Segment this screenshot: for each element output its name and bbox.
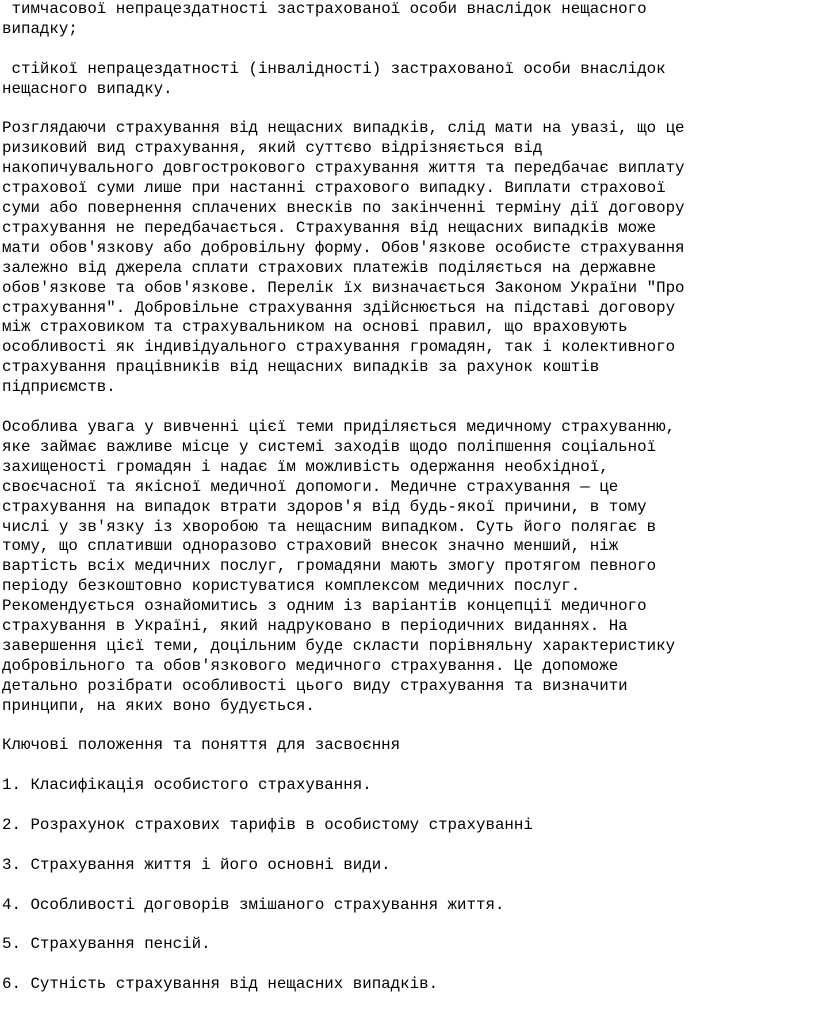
- list-item: 5. Страхування пенсій.: [2, 935, 211, 954]
- spacer: [2, 876, 812, 896]
- spacer: [2, 916, 812, 936]
- list-item: 3. Страхування життя і його основні види.: [2, 855, 391, 874]
- spacer: [2, 100, 812, 120]
- spacer: [2, 955, 812, 975]
- spacer: [2, 398, 812, 418]
- paragraph-medical-insurance: Особлива увага у вивченні цієї теми приділяється медичному страхуванню, яке займає важливе місце у системі заходів щодо поліпшення соціальної захищеності громадян і надає їм можливість одержання необхідної, своєчасної та якісної медичної допомоги. Медичне страхування — це страхування на випадок втрати здоров'я від будь-якої причини, в тому числі у зв'язку із хворобою та нещасним випадком. Суть його полягає в тому, що сплативши одноразово страховий внесок значно менший, ніж вартість всіх медичних послуг, громадяни мають змогу протягом певного періоду безкоштовно користуватися комплексом медичних послуг. Рекомендується ознайомитись з одним із варіантів концепції медичного страхування в Україні, який надруковано в періодичних виданнях. На завершення цієї теми, доцільним буде скласти порівняльну характеристику добровільного та обов'язкового медичного страхування. Це допоможе детально розібрати особливості цього виду страхування та визначити принципи, на яких воно будується.: [2, 417, 676, 715]
- spacer: [2, 40, 812, 60]
- spacer: [2, 756, 812, 776]
- intro-item-temporary-disability: тимчасової непрацездатності застрахованої особи внаслідок нещасного випадку;: [2, 0, 647, 38]
- spacer: [2, 836, 812, 856]
- paragraph-accident-insurance: Розглядаючи страхування від нещасних випадків, слід мати на увазі, що це ризиковий вид страхування, який суттєво відрізняється від накопичувального довгострокового страхування життя та передбачає виплату страхової суми лише при настанні страхового випадку. Виплати страхової суми або повернення сплачених внесків по закінченні терміну дії договору страхування не передбачається. Страхування від нещасних випадків може мати обов'язкову або добровільну форму. Обов'язкове особисте страхування залежно від джерела сплати страхових платежів поділяється на державне обов'язкове та обов'язкове. Перелік їх визначається Законом України "Про страхування". Добровільне страхування здійснюється на підставі договору між страховиком та страхувальником на основі правил, що враховують особливості як індивідуального страхування громадян, так і колективного страхування працівників від нещасних випадків за рахунок коштів підприємств.: [2, 119, 685, 397]
- list-item: 2. Розрахунок страхових тарифів в особистому страхуванні: [2, 816, 533, 835]
- list-item: 4. Особливості договорів змішаного страхування життя.: [2, 895, 505, 914]
- key-concepts-heading: Ключові положення та поняття для засвоєння: [2, 736, 401, 755]
- spacer: [2, 717, 812, 737]
- list-item: 1. Класифікація особистого страхування.: [2, 776, 372, 795]
- intro-item-permanent-disability: стійкої непрацездатності (інвалідності) застрахованої особи внаслідок нещасного випадку.: [2, 59, 666, 98]
- spacer: [2, 796, 812, 816]
- list-item: 6. Сутність страхування від нещасних випадків.: [2, 975, 439, 994]
